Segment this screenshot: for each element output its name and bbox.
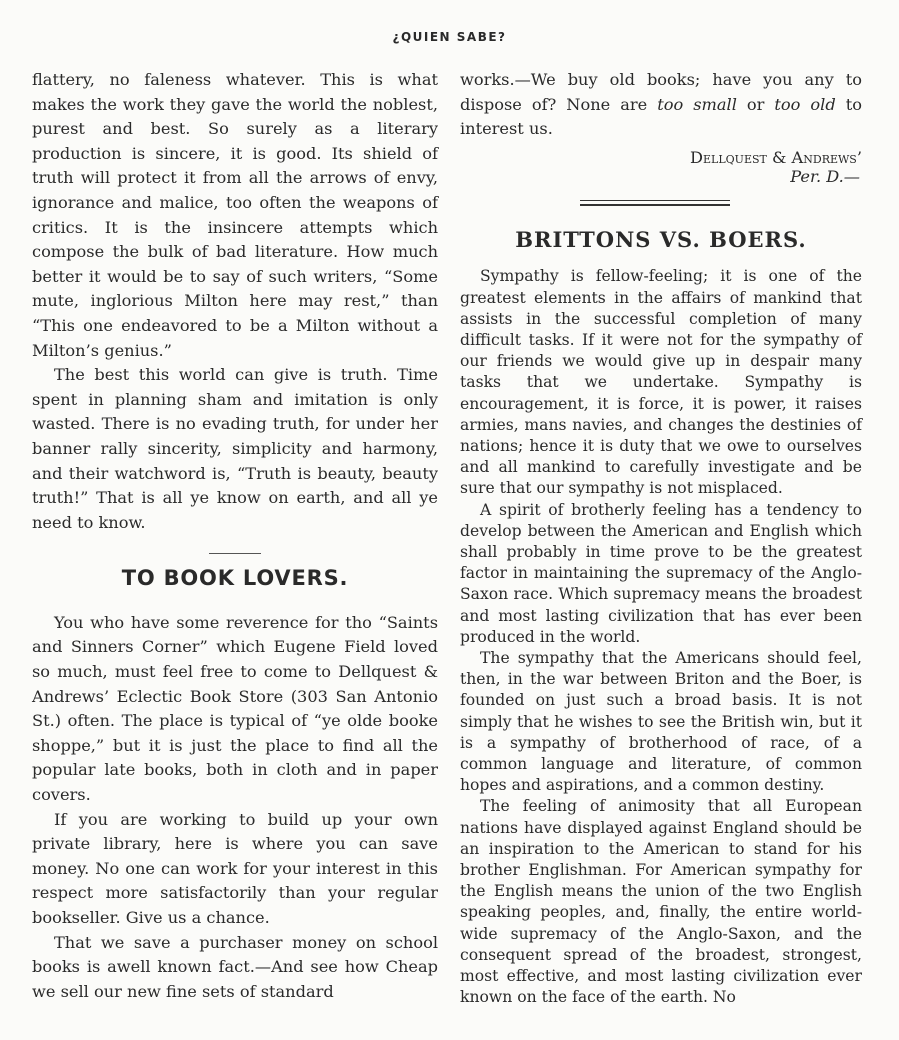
- section-divider: [580, 200, 730, 206]
- paragraph: A spirit of brotherly feeling has a tendency to develop between the American and English which shall probably in time prove to be the greatest factor in maintaining the supremacy of the Anglo-Saxon race. Which supremacy means the broadest and most lasting civilization that has ever been produced in the world.: [460, 500, 862, 646]
- paragraph: You who have some reverence for tho “Saints and Sinners Corner” which Eugene Field loved so much, must feel free to come to Dellquest & Andrews’ Eclectic Book Store (303 San Antonio St.) often. The place is typical of “ye olde booke shoppe,” but it is just the place to find all the popular late books, both in cloth and in paper covers.: [32, 612, 438, 805]
- paragraph: That we save a purchaser money on school books is awell known fact.—And see how Cheap we sell our new fine sets of standard: [32, 932, 438, 1001]
- article-heading: BRITTONS VS. BOERS.: [515, 226, 807, 252]
- text-run: or: [736, 94, 775, 114]
- article-heading: TO BOOK LOVERS.: [121, 566, 349, 591]
- paragraph: The feeling of animosity that all European nations have displayed against England should be an inspiration to the American to stand for his brother Englishman. For American sympathy for the English means the union of the two English speaking peoples, and, finally, the entire world-wide supremacy of the Anglo-Saxon, and the consequent spread of the broadest, strongest, most effective, and most lasting civilization ever known on the face of the earth. No: [460, 797, 862, 1007]
- article-body: [460, 266, 862, 1008]
- paragraph: Sympathy is fellow-feeling; it is one of the greatest elements in the affairs of mankind that assists in the successful completion of many difficult tasks. If it were not for the sympathy of our friends we would give up in despair many tasks that we undertake. Sympathy is encouragement, it is force, it is power, it raises armies, mans navies, and changes the destinies of nations; hence it is duty that we owe to ourselves and all mankind to carefully investigate and be sure that our sympathy is not misplaced.: [460, 267, 862, 498]
- emphasis: too small: [657, 94, 737, 114]
- paragraph: The sympathy that the Americans should feel, then, in the war between Briton and the Boer, is founded on just such a broad basis. It is not simply that he wishes to see the British win, but it is a sympathy of brotherhood of race, of a common language and literature, of common hopes and aspirations, and a common destiny.: [460, 649, 862, 795]
- paragraph: If you are working to build up your own private library, here is where you can save money. No one can work for your interest in this respect more satisfactorily than your regular bookseller. Give us a chance.: [32, 809, 438, 927]
- signature: Dellquest & Andrews’: [690, 147, 862, 167]
- emphasis: too old: [774, 94, 836, 114]
- signature-per: Per. D.—: [790, 166, 860, 186]
- running-head: ¿QUIEN SABE?: [392, 30, 507, 44]
- section-divider: [209, 553, 261, 554]
- left-column: [32, 68, 438, 1004]
- paragraph: [460, 68, 862, 142]
- paragraph: flattery, no faleness whatever. This is what makes the work they gave the world the noblest, purest and best. So surely as a literary production is sincere, it is good. Its shield of truth will protect it from all the arrows of envy, ignorance and malice, too often the weapons of critics. It is the insincere attempts which compose the bulk of bad literature. How much better it would be to say of such writers, “Some mute, inglorious Milton here may rest,” than “This one endeavored to be a Milton without a Milton’s genius.”: [32, 70, 438, 360]
- text-run: works.—We buy old books; have you any to dispose of? None are: [460, 70, 862, 114]
- paragraph: The best this world can give is truth. Time spent in planning sham and imitation is only wasted. There is no evading truth, for under her banner rally sincerity, simplicity and harmony, and their watchword is, “Truth is beauty, beauty truth!” That is all ye know on earth, and all ye need to know.: [32, 365, 438, 532]
- text-run: to interest us.: [460, 94, 862, 139]
- right-column: [460, 68, 862, 1008]
